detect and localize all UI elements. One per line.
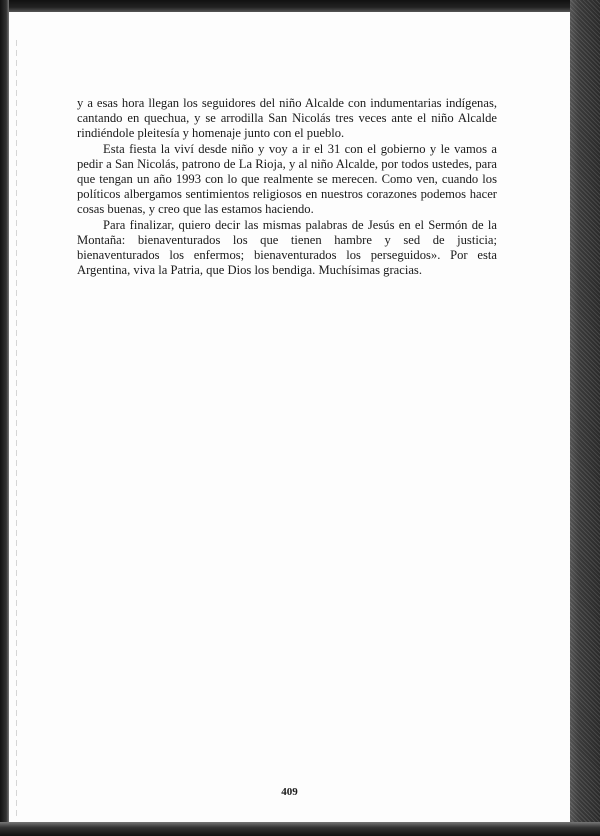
page-number: 409 — [281, 786, 298, 798]
document-page — [9, 12, 570, 822]
body-text — [77, 96, 497, 278]
scan-edge-right — [570, 0, 600, 836]
paragraph-1: y a esas hora llegan los seguidores del niño Alcalde con indumentarias indígenas, cantando en quechua, y se arrodilla San Nicolás tres veces ante el niño Alcalde rindiéndole pleitesía y homenaje junto con el pueblo. — [77, 96, 497, 141]
scan-edge-left — [0, 0, 9, 836]
paragraph-2: Esta fiesta la viví desde niño y voy a ir el 31 con el gobierno y le vamos a pedir a San Nicolás, patrono de La Rioja, y al niño Alcalde, por todos ustedes, para que tengan un año 1993 con lo que realmente se merecen. Como ven, cuando los políticos albergamos sentimientos religiosos en nuestros corazones podemos hacer cosas buenas, y creo que las estamos haciendo. — [77, 141, 497, 217]
paragraph-3: Para finalizar, quiero decir las mismas palabras de Jesús en el Sermón de la Montaña: bienaventurados los que tienen hambre y sed de justicia; bienaventurados los enfermos; bienaventurados los perseguidos». Por esta Argentina, viva la Patria, que Dios los bendiga. Muchísimas gracias. — [77, 217, 497, 278]
scan-binding-line — [16, 40, 17, 820]
scan-edge-top — [0, 0, 600, 12]
scan-edge-bottom — [0, 822, 600, 836]
